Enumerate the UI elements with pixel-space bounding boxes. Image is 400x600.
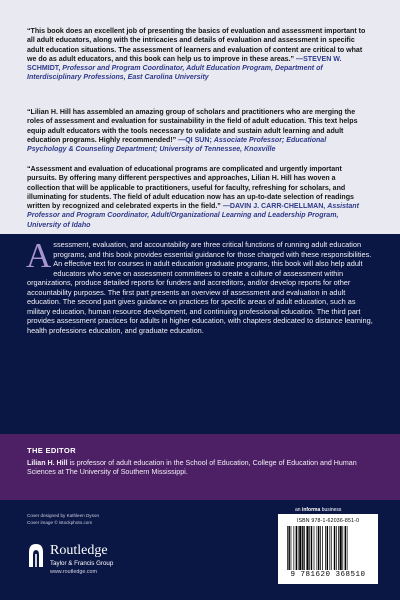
cover-design-credit: Cover designed by Kathleen Dyson [27, 513, 100, 518]
praise-quote [27, 165, 367, 230]
quote-text: “Assessment and evaluation of educational programs are complicated and urgently important pursuits. By offering many different perspectives and approaches, Lilian H. Hill has woven a collection that will be applicable to practitioners, useful for faculty, refreshing for scholars, and illuminating for students. The field of adult education now has an up-to-date selection of readings written by recognized and celebrated experts in the field.” [27, 166, 354, 211]
drop-cap: A [26, 236, 52, 275]
barcode-bar [329, 526, 330, 570]
book-description [26, 236, 373, 335]
barcode-bar [296, 526, 297, 570]
barcode-bar [327, 526, 328, 570]
barcode-bar [298, 526, 299, 570]
barcode-bar [314, 526, 315, 570]
editor-bio [27, 459, 373, 478]
informa-tagline: an informa business [295, 507, 342, 513]
quote-author: —STEVEN W. SCHMIDT, [27, 55, 342, 73]
publisher-logo [27, 540, 147, 580]
barcode-bar [318, 526, 319, 570]
barcode-bar [287, 526, 288, 570]
editor-bio-text: is professor of adult education in the School of Education, College of Education and Human Sciences at The University of Southern Mississippi. [27, 459, 357, 477]
barcode-bar [342, 526, 343, 570]
editor-heading: THE EDITOR [27, 446, 76, 455]
quote-affiliation: Associate Professor; Educational Psychology & Counseling Department; University of Tennessee, Knoxville [27, 136, 327, 154]
barcode-bar [293, 526, 294, 570]
publisher-group: Taylor & Francis Group [50, 560, 114, 567]
editor-name: Lilian H. Hill [27, 459, 68, 467]
quote-affiliation: Assistant Professor and Program Coordinator, Adult/Organizational Learning and Leadership Program, University of Idaho [27, 203, 359, 229]
barcode-bar [317, 526, 318, 570]
barcode-bar [331, 526, 332, 570]
barcode-bars [286, 526, 370, 570]
barcode-bar [340, 526, 342, 570]
quote-text: “This book does an excellent job of presenting the basics of evaluation and assessment important to all adult educators, along with the intricacies and details of evaluation and assessment in specific adult education situations. The assessment of learners and evaluation of content are critical to what we do as adult educators, and this book can help us to improve in these areas.” [27, 28, 366, 63]
barcode-bar [311, 526, 312, 570]
barcode-bar [347, 526, 348, 570]
barcode-bar [338, 526, 339, 570]
publisher-name: Routledge [50, 543, 108, 558]
barcode-bar [325, 526, 326, 570]
barcode-bar [302, 526, 303, 570]
quote-affiliation: Professor and Program Coordinator, Adult Education Program, Department of Interdisciplinary Professions, East Carolina University [27, 65, 323, 82]
quote-author: —QI SUN; [178, 136, 212, 144]
barcode-bar [306, 526, 308, 570]
routledge-mark-icon [27, 542, 45, 568]
cover-credits [27, 513, 99, 526]
praise-quote [27, 108, 367, 154]
publisher-url: www.routledge.com [50, 569, 98, 575]
barcode-bar [334, 526, 335, 570]
barcode-bar [336, 526, 337, 570]
cover-image-credit: Cover image © istockphoto.com [27, 519, 93, 525]
quote-author: —DAVIN J. CARR-CHELLMAN, [222, 203, 326, 211]
informa-brand: informa [301, 507, 321, 513]
barcode-bar [320, 526, 321, 570]
description-text: ssessment, evaluation, and accountability are three critical functions of running adult education programs, and this book provides essential guidance for those charged with these responsibilities. An effective text for courses in adult education graduate programs, this book will also help adult educators who serve on assessment committees to create a culture of assessment within organizations, produce detailed reports for funders and accreditors, and/or develop reports for other accountability purposes. The first part presents an overview of assessment and evaluation in adult education. The second part gives guidance on practices for specific areas of adult education, such as military education, human resource development, and continuing professional education. The third part provides assessment practices for adults in higher education, with chapters dedicated to distance learning, health professions education, and graduate education. [27, 240, 373, 335]
praise-quote [27, 27, 367, 83]
quote-text: “Lilian H. Hill has assembled an amazing group of scholars and practitioners who are merging the roles of assessment and evaluation for sustainability in the field of adult education. This text helps equip adult educators with the tools necessary to validate and sustain adult learning and adult education programs. Highly recommended!” [27, 109, 358, 144]
barcode-bar [291, 526, 292, 570]
isbn-label: ISBN 978-1-62036-851-0 [296, 518, 360, 524]
barcode-bar [299, 526, 301, 570]
barcode-bar [345, 526, 346, 570]
barcode-bar [288, 526, 289, 570]
isbn-barcode [278, 514, 378, 584]
barcode-bar [304, 526, 305, 570]
barcode-digits: 9 781620 368510 [290, 571, 366, 579]
barcode-bar [309, 526, 310, 570]
barcode-bar [322, 526, 323, 570]
